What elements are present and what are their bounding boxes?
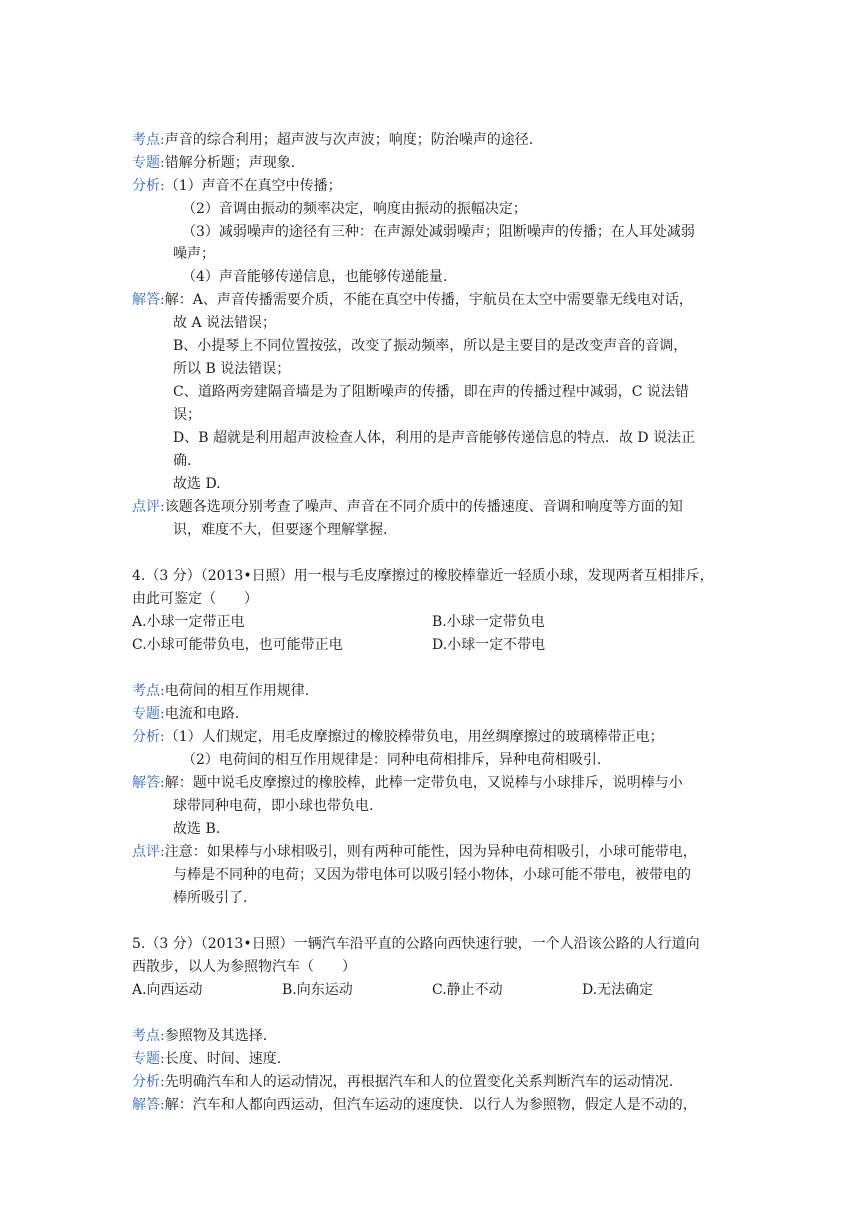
q5-zhuanti-text: 长度、时间、速度. — [164, 1051, 282, 1067]
q3-kaodian-label: 考点: — [132, 132, 165, 148]
q5-fenxi-line — [132, 1072, 673, 1092]
q4-dianping-label: 点评: — [132, 844, 165, 860]
q4-jieda-text-2: 球带同种电荷，即小球也带负电. — [173, 798, 374, 814]
q3-dianping-text-2: 识，难度不大，但要逐个理解掌握. — [173, 522, 388, 538]
q5-stem-2: 西散步，以人为参照物汽车（ ） — [132, 959, 356, 975]
q4-dianping-text-3: 棒所吸引了. — [173, 890, 248, 906]
q4-stem-2: 由此可鉴定（ ） — [132, 591, 258, 607]
q4-option-d: D.小球一定不带电 — [432, 637, 546, 653]
q3-dianping-label: 点评: — [132, 499, 165, 515]
q4-jieda-label: 解答: — [132, 775, 165, 791]
q5-jieda-text: 解：汽车和人都向西运动，但汽车运动的速度快．以行人为参照物，假定人是不动的， — [164, 1097, 697, 1113]
q5-fenxi-text: 先明确汽车和人的运动情况，再根据汽车和人的位置变化关系判断汽车的运动情况. — [164, 1074, 674, 1090]
q4-dianping-line-1 — [132, 842, 697, 862]
q3-jieda-line-1 — [132, 290, 693, 310]
q4-zhuanti-line — [132, 704, 239, 724]
q4-fenxi-text-2: （2）电荷间的相互作用规律是：同种电荷相排斥，异种电荷相吸引. — [182, 752, 602, 768]
q4-fenxi-text-1: （1）人们规定，用毛皮摩擦过的橡胶棒带负电，用丝绸摩擦过的玻璃棒带正电； — [164, 729, 664, 745]
q3-fenxi-label: 分析: — [132, 178, 165, 194]
q3-dianping-line-1 — [132, 497, 683, 517]
q4-option-b: B.小球一定带负电 — [432, 614, 545, 630]
q3-fenxi-text-3: （3）减弱噪声的途径有三种：在声源处减弱噪声；阻断噪声的传播；在人耳处减弱 — [182, 224, 695, 240]
q4-dianping-text-2: 与棒是不同种的电荷；又因为带电体可以吸引轻小物体，小球可能不带电，被带电的 — [173, 867, 691, 883]
q5-jieda-label: 解答: — [132, 1097, 165, 1113]
q3-jieda-text-2: 故 A 说法错误； — [173, 315, 277, 331]
q4-fenxi-label: 分析: — [132, 729, 165, 745]
q3-jieda-text-8: 确. — [173, 453, 192, 469]
q5-option-b: B.向东运动 — [282, 982, 353, 998]
q5-kaodian-label: 考点: — [132, 1028, 165, 1044]
q3-dianping-text-1: 该题各选项分别考查了噪声、声音在不同介质中的传播速度、音调和响度等方面的知 — [164, 499, 683, 515]
q4-jieda-text-3: 故选 B. — [173, 821, 221, 837]
q5-jieda-line — [132, 1095, 697, 1115]
q3-fenxi-text-2: （2）音调由振动的频率决定，响度由振动的振幅决定； — [182, 201, 527, 217]
q4-kaodian-line — [132, 681, 309, 701]
q3-jieda-label: 解答: — [132, 292, 165, 308]
q3-fenxi-text-4: 噪声； — [173, 246, 215, 262]
q3-jieda-text-1: 解：A、声音传播需要介质，不能在真空中传播，宇航员在太空中需要靠无线电对话， — [164, 292, 693, 308]
q3-jieda-text-3: B、小提琴上不同位置按弦，改变了振动频率，所以是主要目的是改变声音的音调， — [173, 338, 688, 354]
q3-jieda-text-9: 故选 D. — [173, 476, 221, 492]
q3-zhuanti-label: 专题: — [132, 155, 165, 171]
q3-fenxi-text-5: （4）声音能够传递信息，也能够传递能量. — [182, 269, 448, 285]
q4-dianping-text-1: 注意：如果棒与小球相吸引，则有两种可能性，因为异种电荷相吸引，小球可能带电， — [164, 844, 697, 860]
q3-zhuanti-line — [132, 153, 295, 173]
q5-stem-1: 5.（3 分）（2013•日照）一辆汽车沿平直的公路向西快速行驶，一个人沿该公路的人行道向 — [132, 936, 700, 952]
q3-jieda-text-4: 所以 B 说法错误； — [173, 361, 291, 377]
q4-zhuanti-label: 专题: — [132, 706, 165, 722]
q4-stem-1: 4.（3 分）（2013•日照）用一根与毛皮摩擦过的橡胶棒靠近一轻质小球，发现两者互相排斥， — [132, 568, 714, 584]
q5-option-d: D.无法确定 — [582, 982, 654, 998]
q3-fenxi-line-1 — [132, 176, 342, 196]
q5-kaodian-line — [132, 1026, 267, 1046]
q4-jieda-line-1 — [132, 773, 683, 793]
q5-kaodian-text: 参照物及其选择. — [164, 1028, 268, 1044]
q3-jieda-text-5: C、道路两旁建隔音墙是为了阻断噪声的传播，即在声的传播过程中减弱，C 说法错 — [173, 384, 689, 400]
q4-kaodian-label: 考点: — [132, 683, 165, 699]
q5-zhuanti-label: 专题: — [132, 1051, 165, 1067]
q5-zhuanti-line — [132, 1049, 281, 1069]
q5-fenxi-label: 分析: — [132, 1074, 165, 1090]
q4-option-c: C.小球可能带负电，也可能带正电 — [132, 637, 343, 653]
q4-option-a: A.小球一定带正电 — [132, 614, 245, 630]
q3-kaodian-line — [132, 130, 533, 150]
q5-option-a: A.向西运动 — [132, 982, 203, 998]
q3-jieda-text-6: 误； — [173, 407, 201, 423]
q4-zhuanti-text: 电流和电路. — [164, 706, 240, 722]
q5-option-c: C.静止不动 — [432, 982, 503, 998]
q4-kaodian-text: 电荷间的相互作用规律. — [164, 683, 310, 699]
q4-fenxi-line-1 — [132, 727, 664, 747]
q3-zhuanti-text: 错解分析题；声现象. — [164, 155, 296, 171]
q3-jieda-text-7: D、B 超就是利用超声波检查人体，利用的是声音能够传递信息的特点．故 D 说法正 — [173, 430, 696, 446]
q3-fenxi-text-1: （1）声音不在真空中传播； — [164, 178, 342, 194]
q4-jieda-text-1: 解：题中说毛皮摩擦过的橡胶棒，此棒一定带负电，又说棒与小球排斥，说明棒与小 — [164, 775, 683, 791]
q3-kaodian-text: 声音的综合利用；超声波与次声波；响度；防治噪声的途径. — [164, 132, 534, 148]
